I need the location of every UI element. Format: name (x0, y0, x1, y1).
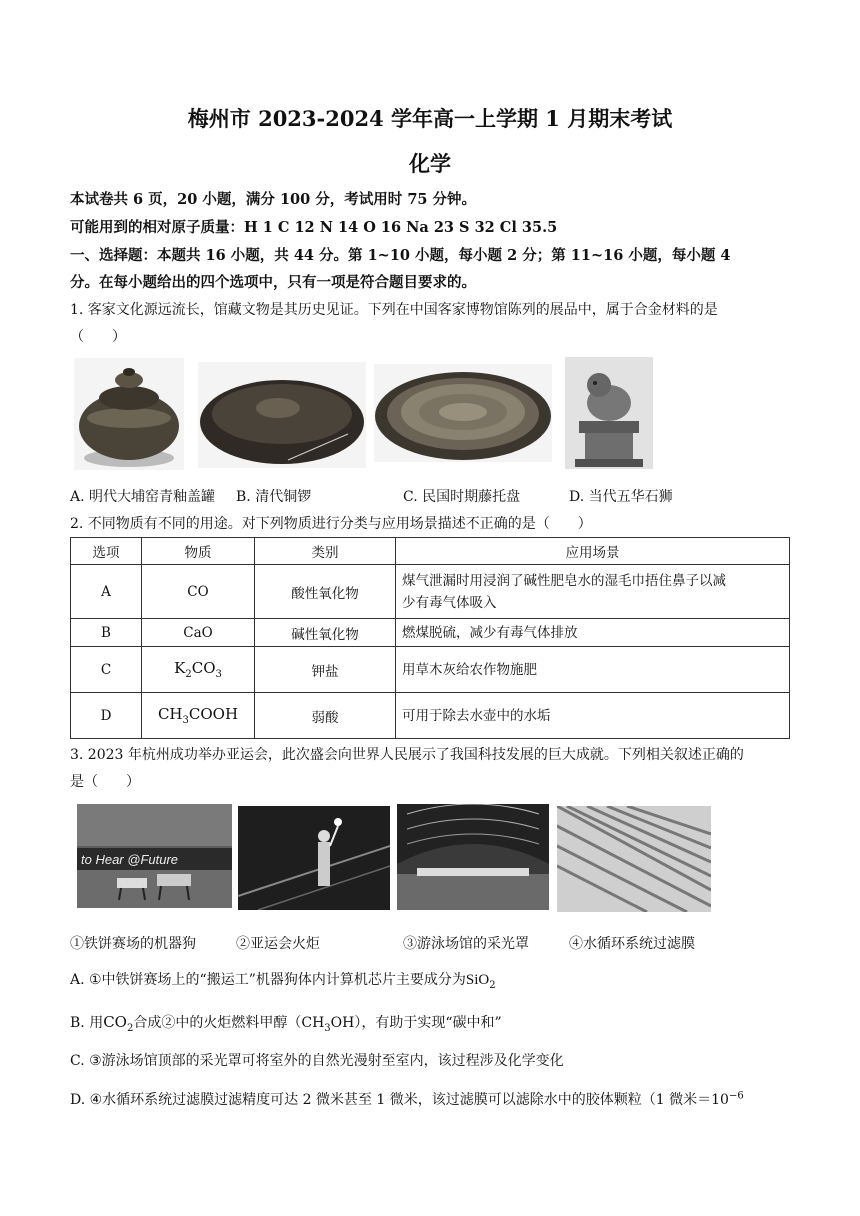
table-row (71, 565, 790, 619)
q3-caption-4: ④水循环系统过滤膜 (569, 936, 695, 952)
row-scene (396, 565, 790, 619)
q3-option-b (70, 1012, 502, 1034)
formula-part: K (174, 659, 186, 677)
torch-photo (238, 806, 390, 910)
table-header-row (71, 538, 790, 565)
stone-lion-image (565, 357, 653, 469)
q1-stem: 1. 客家文化源远流长，馆藏文物是其历史见证。下列在中国客家博物馆陈列的展品中，属于合金材料的是 (70, 302, 718, 318)
header-category: 类别 (255, 538, 396, 565)
row-scene: 燃煤脱硫，减少有毒气体排放 (396, 619, 790, 647)
row-option: C (71, 647, 142, 693)
q3-option-c: C. ③游泳场馆顶部的采光罩可将室外的自然光漫射至室内，该过程涉及化学变化 (70, 1053, 564, 1069)
row-substance: CaO (142, 619, 255, 647)
q1-option-b: B. 清代铜锣 (236, 489, 312, 505)
formula: SiO (465, 972, 490, 988)
q3-stem: 3. 2023 年杭州成功举办亚运会，此次盛会向世界人民展示了我国科技发展的巨大成就。下列相关叙述正确的 (70, 747, 744, 763)
q2-stem: 2. 不同物质有不同的用途。对下列物质进行分类与应用场景描述不正确的是（ ） (70, 516, 592, 532)
section-heading-cont: 分。在每小题给出的四个选项中，只有一项是符合题目要求的。 (70, 274, 476, 291)
formula-sub: 3 (324, 1022, 331, 1034)
formula: OH (330, 1015, 355, 1031)
q3-caption-2: ②亚运会火炬 (236, 936, 320, 952)
formula: CO (103, 1013, 127, 1031)
option-text: ），有助于实现“碳中和” (354, 1015, 502, 1031)
skylight-photo (397, 804, 549, 910)
formula-sub: 2 (489, 979, 496, 991)
formula: CH (301, 1015, 325, 1031)
formula-sub: 3 (215, 669, 222, 680)
q3-option-a (70, 969, 496, 991)
table-row (71, 693, 790, 739)
jar-image (74, 358, 184, 470)
q1-option-d: D. 当代五华石狮 (569, 489, 673, 505)
q1-option-c: C. 民国时期藤托盘 (403, 489, 521, 505)
option-text: B. 用 (70, 1015, 104, 1031)
formula-part: CO (191, 659, 216, 677)
q3-caption-3: ③游泳场馆的采光罩 (403, 936, 529, 952)
header-substance: 物质 (142, 538, 255, 565)
photo-banner-text: to Hear @Future (81, 852, 179, 867)
table-row (71, 647, 790, 693)
row-scene: 用草木灰给农作物施肥 (396, 647, 790, 693)
row-category: 酸性氧化物 (255, 565, 396, 619)
row-substance: CO (142, 565, 255, 619)
q1-option-a: A. 明代大埔窑青釉盖罐 (70, 489, 216, 505)
atomic-mass-line: 可能用到的相对原子质量：H 1 C 12 N 14 O 16 Na 23 S 32 Cl 35.5 (70, 219, 558, 236)
q2-table (70, 537, 790, 739)
robot-dog-photo (77, 804, 232, 908)
formula-part: COOH (188, 705, 239, 723)
row-scene: 可用于除去水壶中的水垢 (396, 693, 790, 739)
option-text: D. ④水循环系统过滤膜过滤精度可达 2 微米甚至 1 微米，该过滤膜可以滤除水中的胶体颗粒（1 微米＝10 (70, 1092, 729, 1108)
exam-info: 本试卷共 6 页，20 小题，满分 100 分，考试用时 75 分钟。 (70, 191, 477, 208)
scene-line: 少有毒气体吸入 (402, 594, 497, 611)
row-category: 钾盐 (255, 647, 396, 693)
subject-title: 化学 (409, 151, 451, 176)
row-category: 碱性氧化物 (255, 619, 396, 647)
exam-title: 梅州市 2023-2024 学年高一上学期 1 月期末考试 (187, 106, 673, 131)
row-option: A (71, 565, 142, 619)
row-category: 弱酸 (255, 693, 396, 739)
table-row (71, 619, 790, 647)
filter-membrane-photo (557, 806, 711, 912)
q1-stem-paren: （ ） (70, 329, 126, 345)
formula-sub: 2 (126, 1022, 134, 1034)
row-substance (142, 647, 255, 693)
row-option: B (71, 619, 142, 647)
section-heading: 一、选择题：本题共 16 小题，共 44 分。第 1~10 小题，每小题 2 分；第 11~16 小题，每小题 4 (70, 247, 731, 264)
option-text: A. ①中铁饼赛场上的“搬运工”机器狗体内计算机芯片主要成分为 (70, 972, 466, 988)
q3-caption-1: ①铁饼赛场的机器狗 (70, 936, 196, 952)
gong-image (198, 362, 366, 468)
header-option: 选项 (71, 538, 142, 565)
q3-option-d (70, 1089, 744, 1109)
scene-line: 煤气泄漏时用浸润了碱性肥皂水的湿毛巾捂住鼻子以减 (402, 572, 726, 589)
formula-part: CH (157, 705, 183, 723)
header-scene: 应用场景 (396, 538, 790, 565)
exponent: −6 (728, 1090, 744, 1102)
row-option: D (71, 693, 142, 739)
rattan-tray-image (374, 364, 552, 462)
option-text: 合成②中的火炬燃料甲醇（ (133, 1015, 302, 1031)
formula-sub: 2 (185, 669, 192, 680)
row-substance (142, 693, 255, 739)
formula-sub: 3 (182, 715, 189, 726)
q3-stem-cont: 是（ ） (70, 774, 140, 790)
